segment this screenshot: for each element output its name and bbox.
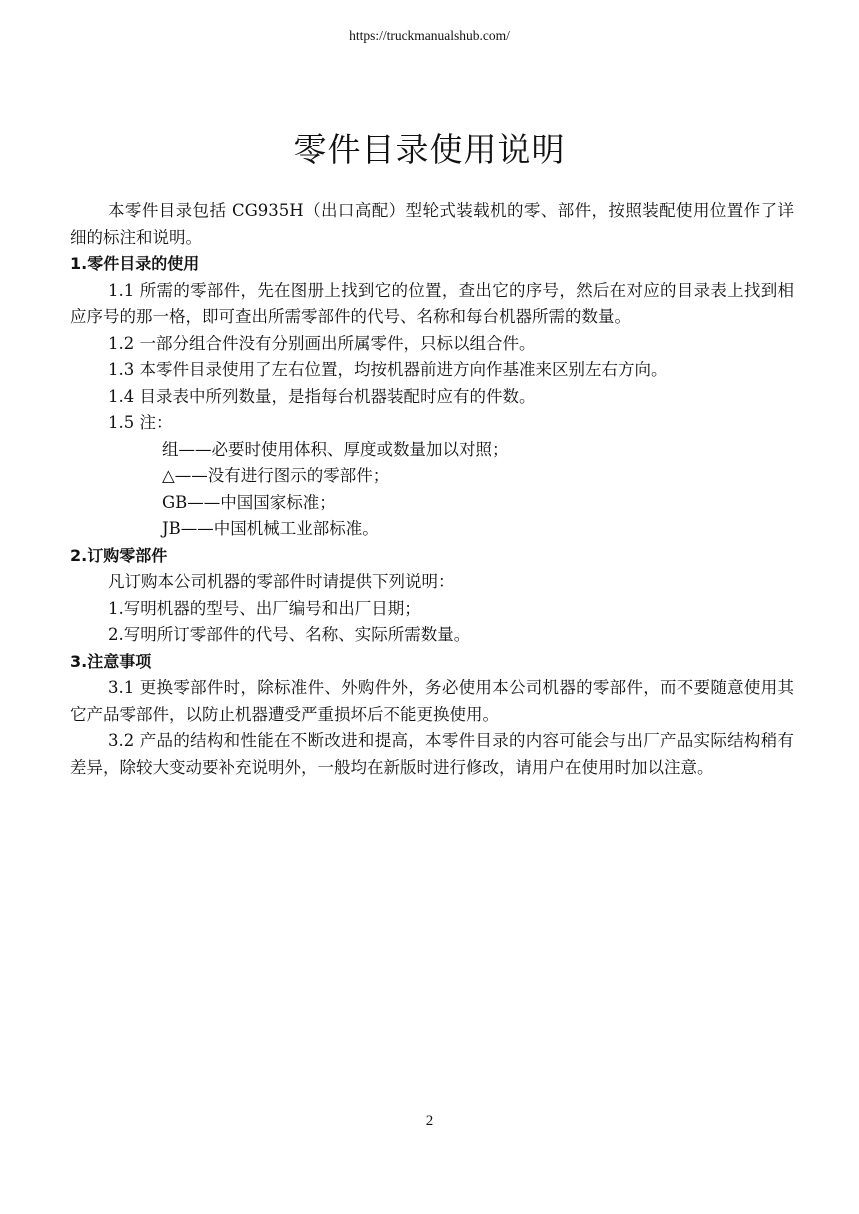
intro-paragraph: 本零件目录包括 CG935H（出口高配）型轮式装载机的零、部件，按照装配使用位置作了详细的标注和说明。 <box>70 201 794 247</box>
section-1-paragraph: 1.2 一部分组合件没有分别画出所属零件，只标以组合件。 <box>108 333 536 353</box>
note-item: JB——中国机械工业部标准。 <box>162 519 379 538</box>
note-item: 组——必要时使用体积、厚度或数量加以对照； <box>162 439 509 459</box>
section-1-paragraph: 1.5 注： <box>108 413 173 432</box>
section-1-paragraph: 1.3 本零件目录使用了左右位置，均按机器前进方向作基准来区别左右方向。 <box>108 360 668 379</box>
section-2-paragraph: 凡订购本公司机器的零部件时请提供下列说明： <box>108 572 455 591</box>
section-3-paragraph: 3.2 产品的结构和性能在不断改进和提高，本零件目录的内容可能会与出厂产品实际结构稍有差异，除较大变动要补充说明外，一般均在新版时进行修改，请用户在使用时加以注意。 <box>70 731 794 777</box>
section-2-heading: 2.订购零部件 <box>70 545 168 565</box>
page-number: 2 <box>425 1113 434 1129</box>
section-3-heading: 3.注意事项 <box>70 651 152 671</box>
section-1-paragraph: 1.4 目录表中所列数量，是指每台机器装配时应有的件数。 <box>108 386 536 406</box>
note-item: △——没有进行图示的零部件； <box>162 466 390 485</box>
page-title: 零件目录使用说明 <box>293 130 566 169</box>
section-3-paragraph: 3.1 更换零部件时，除标准件、外购件外，务必使用本公司机器的零部件，而不要随意使用其它产品零部件，以防止机器遭受严重损坏后不能更换使用。 <box>70 678 794 724</box>
header-url: https://truckmanualshub.com/ <box>349 28 510 43</box>
note-item: GB——中国国家标准； <box>162 492 336 512</box>
section-2-paragraph: 2.写明所订零部件的代号、名称、实际所需数量。 <box>108 625 471 644</box>
section-1-paragraph: 1.1 所需的零部件，先在图册上找到它的位置，查出它的序号，然后在对应的目录表上找到相应序号的那一格，即可查出所需零部件的代号、名称和每台机器所需的数量。 <box>70 280 794 326</box>
document-body <box>70 198 794 781</box>
section-1-heading: 1.零件目录的使用 <box>70 254 200 273</box>
section-2-paragraph: 1.写明机器的型号、出厂编号和出厂日期； <box>108 598 421 618</box>
